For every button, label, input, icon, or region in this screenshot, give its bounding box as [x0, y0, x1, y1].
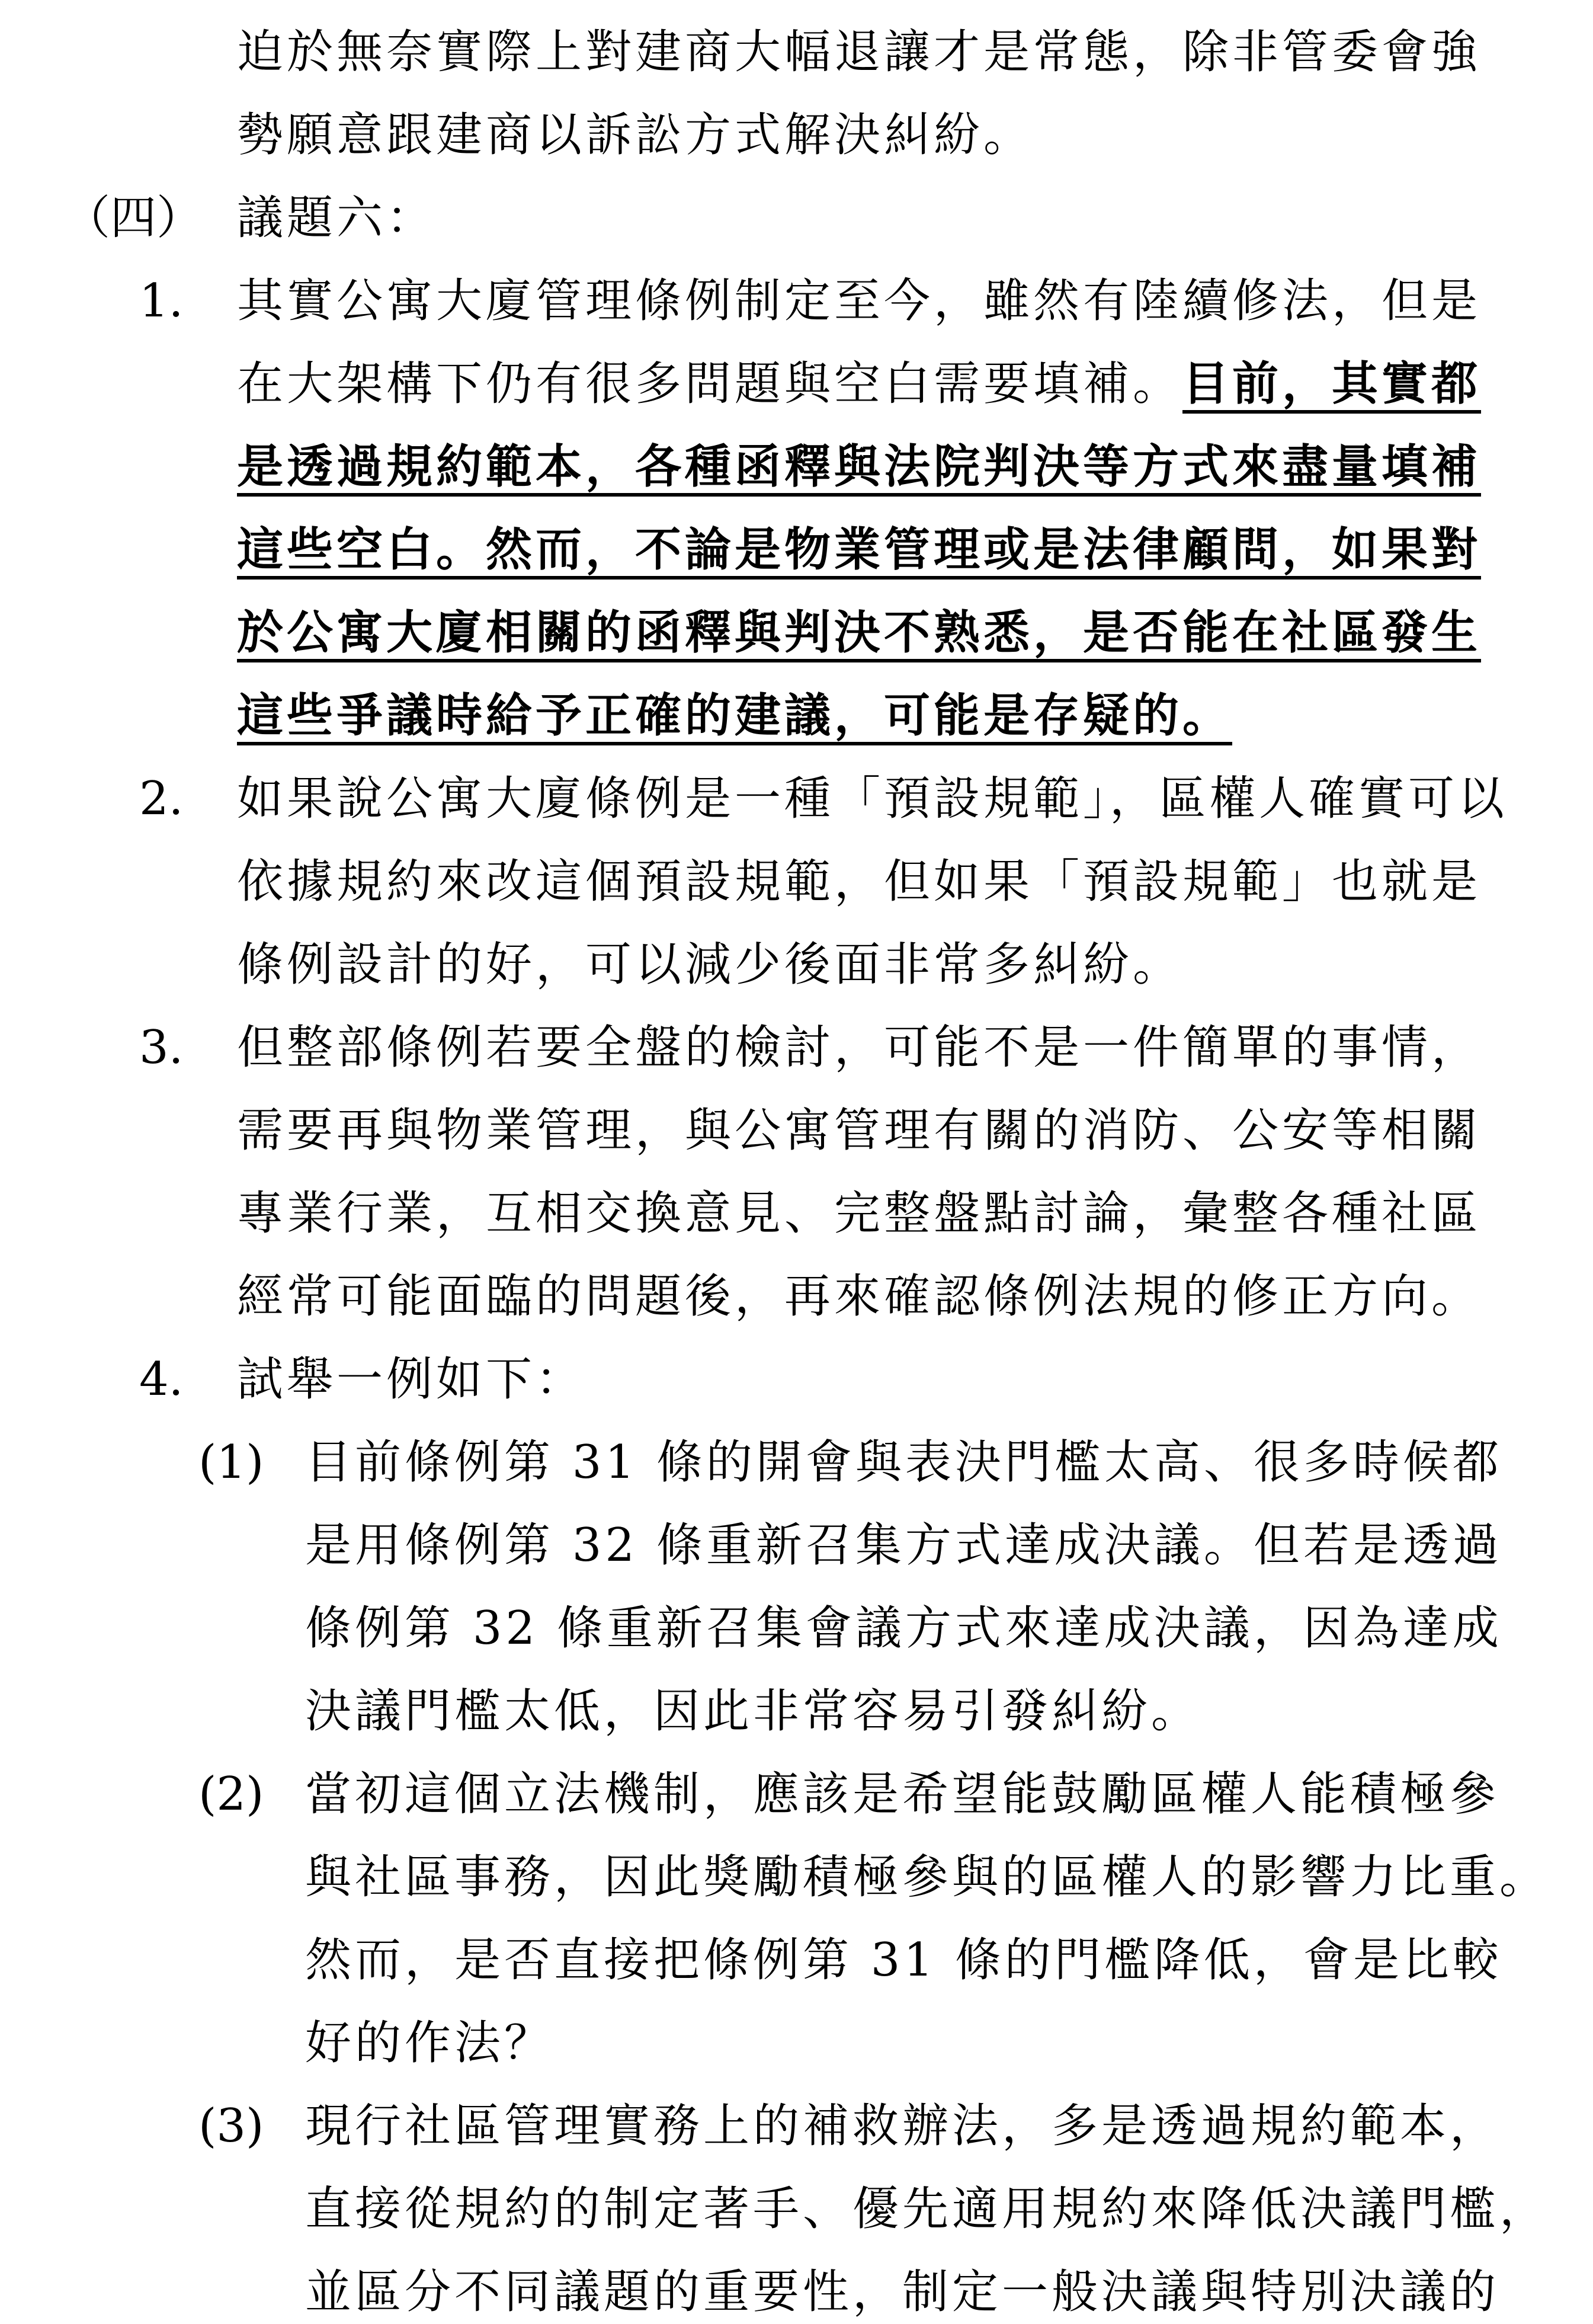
emphasized-line: [237, 437, 1481, 497]
paragraph-line: 決議門檻太低，因此非常容易引發糾紛。: [305, 1685, 1201, 1738]
item-number: 1.: [139, 274, 184, 328]
paragraph-line: [237, 354, 1481, 414]
emphasized-text: 於公寓大廈相關的函釋與判決不熟悉，是否能在社區發生: [237, 606, 1482, 660]
paragraph-line: 然而，是否直接把條例第 31 條的門檻降低，會是比較: [305, 1934, 1502, 1987]
paragraph-line: 依據規約來改這個預設規範，但如果「預設規範」也就是: [237, 855, 1482, 908]
paragraph-line: 如果說公寓大廈條例是一種「預設規範」，區權人確實可以: [237, 772, 1508, 825]
subitem-number: (3): [198, 2099, 264, 2153]
emphasized-line: [237, 603, 1481, 662]
paragraph-line: 但整部條例若要全盤的檢討，可能不是一件簡單的事情，: [237, 1021, 1482, 1074]
paragraph-line: 現行社區管理實務上的補救辦法，多是透過規約範本，: [305, 2099, 1500, 2153]
section-marker: （四）: [64, 191, 203, 245]
paragraph-line: 直接從規約的制定著手、優先適用規約來降低決議門檻，: [305, 2182, 1550, 2236]
emphasized-line: [237, 686, 1232, 745]
paragraph-line: 其實公寓大廈管理條例制定至今，雖然有陸續修法，但是: [237, 274, 1482, 328]
paragraph-line: 是用條例第 32 條重新召集方式達成決議。但若是透過: [305, 1519, 1502, 1572]
item-number: 3.: [139, 1021, 184, 1074]
paragraph-line: 試舉一例如下：: [237, 1353, 586, 1406]
paragraph-line: 迫於無奈實際上對建商大幅退讓才是常態，除非管委會強: [237, 25, 1482, 79]
paragraph-line: 經常可能面臨的問題後，再來確認條例法規的修正方向。: [237, 1270, 1482, 1323]
subitem-number: (2): [198, 1768, 264, 1821]
paragraph-line: 好的作法？: [305, 2016, 554, 2070]
paragraph-line: 與社區事務，因此獎勵積極參與的區權人的影響力比重。: [305, 1851, 1550, 1904]
plain-text: 在大架構下仍有很多問題與空白需要填補。: [237, 357, 1183, 411]
emphasized-text: 這些空白。然而，不論是物業管理或是法律顧問，如果對: [237, 523, 1482, 577]
subitem-number: (1): [198, 1436, 264, 1489]
emphasized-line: [237, 520, 1481, 580]
emphasized-text: 目前，其實都: [1182, 357, 1482, 411]
item-number: 4.: [139, 1353, 184, 1406]
section-title: 議題六：: [237, 191, 437, 245]
emphasized-text: 這些爭議時給予正確的建議，可能是存疑的。: [237, 689, 1233, 742]
emphasized-text: 是透過規約範本，各種函釋與法院判決等方式來盡量填補: [237, 440, 1482, 494]
paragraph-line: 當初這個立法機制，應該是希望能鼓勵區權人能積極參: [305, 1768, 1500, 1821]
paragraph-line: 專業行業，互相交換意見、完整盤點討論，彙整各種社區: [237, 1187, 1482, 1240]
paragraph-line: 並區分不同議題的重要性，制定一般決議與特別決議的: [305, 2265, 1500, 2319]
paragraph-line: 需要再與物業管理，與公寓管理有關的消防、公安等相關: [237, 1104, 1482, 1157]
paragraph-line: 目前條例第 31 條的開會與表決門檻太高、很多時候都: [305, 1436, 1502, 1489]
paragraph-line: 條例設計的好，可以減少後面非常多糾紛。: [237, 938, 1183, 991]
paragraph-line: 勢願意跟建商以訴訟方式解決糾紛。: [237, 108, 1034, 162]
item-number: 2.: [139, 772, 184, 825]
paragraph-line: 條例第 32 條重新召集會議方式來達成決議，因為達成: [305, 1602, 1502, 1655]
